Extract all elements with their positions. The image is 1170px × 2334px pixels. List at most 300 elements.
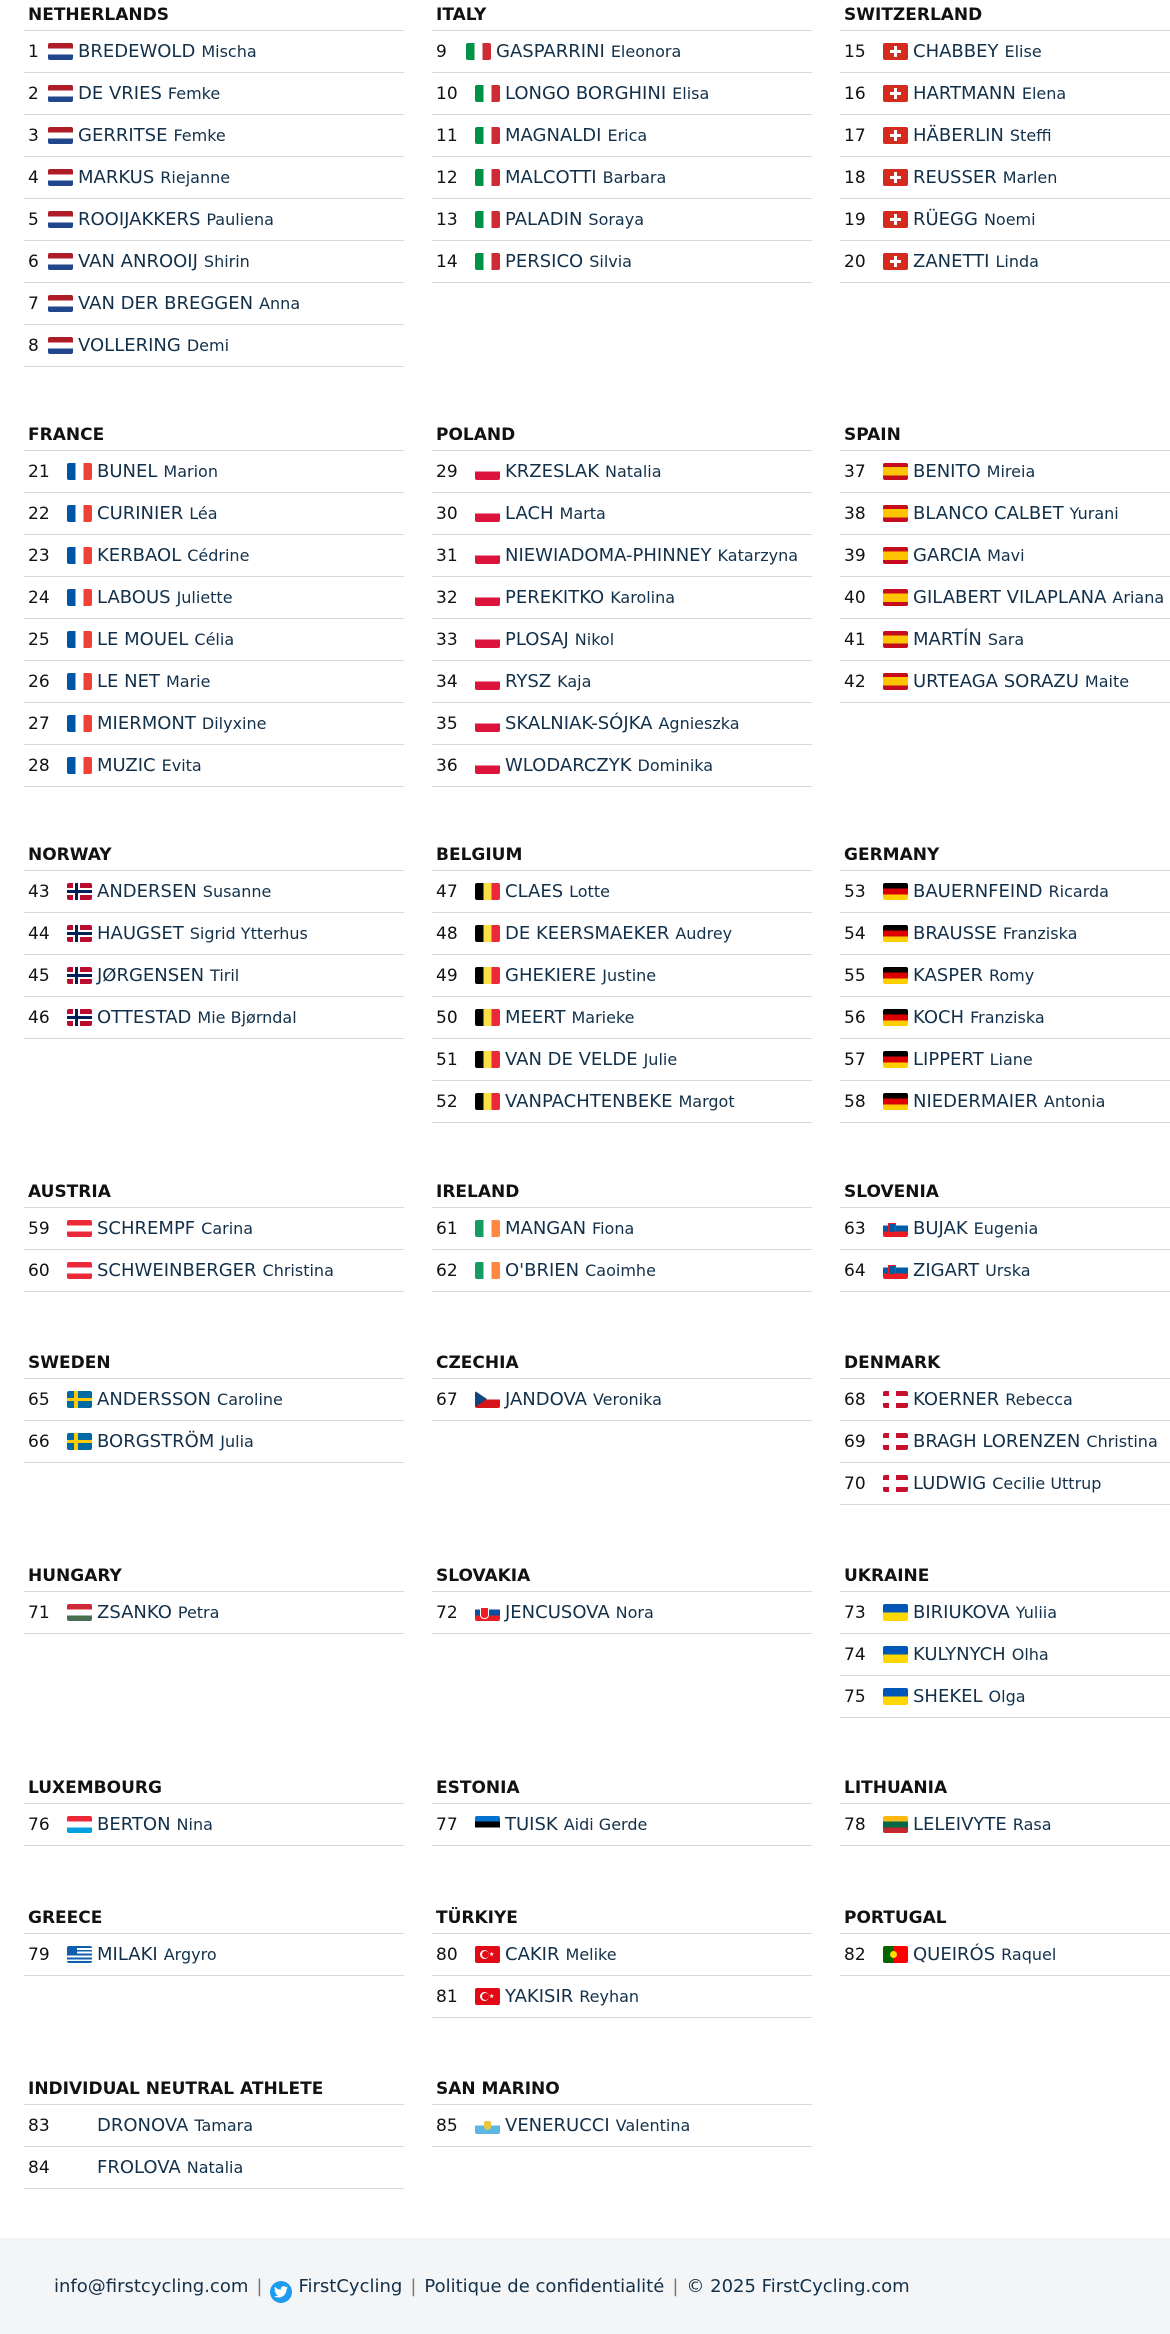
rider-firstname: Julia xyxy=(220,1432,254,1451)
rider-surname-link[interactable]: VANPACHTENBEKE xyxy=(505,1091,673,1112)
country-group-slovenia xyxy=(840,1177,1170,1292)
rider-surname-link[interactable]: SCHREMPF xyxy=(97,1218,196,1239)
bib-number: 54 xyxy=(844,923,866,944)
rider-surname-link[interactable]: SHEKEL xyxy=(913,1686,983,1707)
rider-row[interactable] xyxy=(840,1676,1170,1718)
flag-no-icon xyxy=(67,883,92,900)
bib-number: 62 xyxy=(436,1260,458,1281)
rider-row[interactable] xyxy=(840,1463,1170,1505)
flag-fr-icon xyxy=(67,757,92,774)
rider-row[interactable] xyxy=(840,493,1170,535)
rider-row[interactable] xyxy=(432,493,812,535)
rider-row[interactable] xyxy=(432,199,812,241)
bib-number: 27 xyxy=(28,713,50,734)
rider-surname-link[interactable]: GERRITSE xyxy=(78,125,168,146)
rider-surname-link[interactable]: JENCUSOVA xyxy=(505,1602,610,1623)
flag-nl-icon xyxy=(48,337,73,354)
bib-number: 31 xyxy=(436,545,458,566)
bib-number: 75 xyxy=(844,1686,866,1707)
rider-surname-link[interactable]: BUJAK xyxy=(913,1218,968,1239)
rider-surname-link[interactable]: URTEAGA SORAZU xyxy=(913,671,1079,692)
flag-nl-icon xyxy=(48,169,73,186)
country-heading: DENMARK xyxy=(840,1348,1170,1379)
rider-row[interactable] xyxy=(24,2147,404,2189)
flag-be-icon xyxy=(475,1009,500,1026)
rider-surname-link[interactable]: KOERNER xyxy=(913,1389,1000,1410)
rider-firstname: Barbara xyxy=(602,168,667,187)
bib-number: 49 xyxy=(436,965,458,986)
bib-number: 8 xyxy=(28,335,39,356)
rider-row[interactable] xyxy=(432,1934,812,1976)
country-heading: SLOVAKIA xyxy=(432,1561,812,1592)
rider-firstname: Eleonora xyxy=(610,42,682,61)
rider-surname-link[interactable]: ANDERSEN xyxy=(97,881,197,902)
bib-number: 43 xyxy=(28,881,50,902)
flag-es-icon xyxy=(883,505,908,522)
rider-firstname: Christina xyxy=(1086,1432,1158,1451)
rider-row[interactable] xyxy=(24,703,404,745)
rider-surname-link[interactable]: LELEIVYTE xyxy=(913,1814,1007,1835)
rider-row[interactable] xyxy=(432,31,812,73)
rider-surname-link[interactable]: LACH xyxy=(505,503,554,524)
rider-row[interactable] xyxy=(24,1421,404,1463)
rider-surname-link[interactable]: GASPARRINI xyxy=(496,41,605,62)
rider-surname-link[interactable]: GARCIA xyxy=(913,545,982,566)
bib-number: 36 xyxy=(436,755,458,776)
rider-row[interactable] xyxy=(432,2105,812,2147)
rider-surname-link[interactable]: HARTMANN xyxy=(913,83,1016,104)
bib-number: 72 xyxy=(436,1602,458,1623)
rider-row[interactable] xyxy=(24,577,404,619)
rider-surname-link[interactable]: FROLOVA xyxy=(97,2157,181,2178)
rider-row[interactable] xyxy=(432,1039,812,1081)
country-group-norway xyxy=(24,840,404,1039)
rider-surname-link[interactable]: PALADIN xyxy=(505,209,583,230)
rider-surname-link[interactable]: PEREKITKO xyxy=(505,587,605,608)
rider-row[interactable] xyxy=(24,619,404,661)
country-heading: HUNGARY xyxy=(24,1561,404,1592)
rider-row[interactable] xyxy=(840,157,1170,199)
rider-surname-link[interactable]: KERBAOL xyxy=(97,545,182,566)
bib-number: 50 xyxy=(436,1007,458,1028)
rider-surname-link[interactable]: LE MOUEL xyxy=(97,629,189,650)
bib-number: 30 xyxy=(436,503,458,524)
country-group-greece xyxy=(24,1903,404,1976)
bib-number: 34 xyxy=(436,671,458,692)
rider-row[interactable] xyxy=(24,535,404,577)
rider-surname-link[interactable]: SCHWEINBERGER xyxy=(97,1260,257,1281)
rider-row[interactable] xyxy=(432,955,812,997)
rider-surname-link[interactable]: PERSICO xyxy=(505,251,584,272)
rider-row[interactable] xyxy=(24,115,404,157)
bib-number: 51 xyxy=(436,1049,458,1070)
flag-es-icon xyxy=(883,631,908,648)
rider-surname-link[interactable]: CHABBEY xyxy=(913,41,999,62)
rider-row[interactable] xyxy=(24,871,404,913)
rider-surname-link[interactable]: BUNEL xyxy=(97,461,158,482)
rider-surname-link[interactable]: BIRIUKOVA xyxy=(913,1602,1010,1623)
rider-surname-link[interactable]: KASPER xyxy=(913,965,983,986)
rider-row[interactable] xyxy=(432,1379,812,1421)
bib-number: 63 xyxy=(844,1218,866,1239)
rider-surname-link[interactable]: BERTON xyxy=(97,1814,171,1835)
bib-number: 28 xyxy=(28,755,50,776)
rider-surname-link[interactable]: VAN DER BREGGEN xyxy=(78,293,254,314)
country-heading: ESTONIA xyxy=(432,1773,812,1804)
rider-row[interactable] xyxy=(840,1804,1170,1846)
rider-firstname: Veronika xyxy=(592,1390,662,1409)
flag-tr-icon: ★ xyxy=(475,1946,500,1963)
flag-pl-icon xyxy=(475,757,500,774)
rider-row[interactable] xyxy=(432,535,812,577)
rider-row[interactable] xyxy=(840,955,1170,997)
rider-row[interactable] xyxy=(432,913,812,955)
country-group-t-rkiye xyxy=(432,1903,812,2018)
country-group-sweden xyxy=(24,1348,404,1463)
rider-surname-link[interactable]: TUISK xyxy=(505,1814,558,1835)
rider-surname-link[interactable]: HÄBERLIN xyxy=(913,125,1004,146)
rider-firstname: Franziska xyxy=(970,1008,1045,1027)
privacy-policy-link[interactable]: Politique de confidentialité xyxy=(424,2275,665,2297)
flag-be-icon xyxy=(475,1051,500,1068)
rider-row[interactable] xyxy=(432,1976,812,2018)
rider-row[interactable] xyxy=(840,1039,1170,1081)
rider-firstname: Erica xyxy=(607,126,648,145)
flag-ch-icon xyxy=(883,253,908,270)
rider-surname-link[interactable]: JØRGENSEN xyxy=(97,965,205,986)
rider-surname-link[interactable]: BORGSTRÖM xyxy=(97,1431,215,1452)
bib-number: 10 xyxy=(436,83,458,104)
bib-number: 3 xyxy=(28,125,39,146)
rider-row[interactable] xyxy=(24,2105,404,2147)
rider-row[interactable] xyxy=(24,73,404,115)
rider-surname-link[interactable]: WLODARCZYK xyxy=(505,755,632,776)
flag-ua-icon xyxy=(883,1604,908,1621)
rider-row[interactable] xyxy=(432,157,812,199)
rider-row[interactable] xyxy=(24,1934,404,1976)
rider-surname-link[interactable]: ANDERSSON xyxy=(97,1389,212,1410)
rider-row[interactable] xyxy=(24,997,404,1039)
rider-row[interactable] xyxy=(840,115,1170,157)
flag-at-icon xyxy=(67,1262,92,1279)
rider-row[interactable] xyxy=(24,1250,404,1292)
rider-surname-link[interactable]: ZIGART xyxy=(913,1260,980,1281)
rider-surname-link[interactable]: KRZESLAK xyxy=(505,461,599,482)
country-group-switzerland xyxy=(840,0,1170,283)
country-heading: GERMANY xyxy=(840,840,1170,871)
rider-row[interactable] xyxy=(840,241,1170,283)
rider-firstname: Mavi xyxy=(987,546,1025,565)
footer-separator: | xyxy=(410,2275,417,2297)
twitter-link[interactable]: FirstCycling xyxy=(298,2275,403,2297)
rider-firstname: Marie xyxy=(165,672,211,691)
bib-number: 14 xyxy=(436,251,458,272)
rider-surname-link[interactable]: JANDOVA xyxy=(505,1389,587,1410)
rider-surname-link[interactable]: KULYNYCH xyxy=(913,1644,1006,1665)
rider-surname-link[interactable]: DE KEERSMAEKER xyxy=(505,923,670,944)
rider-row[interactable] xyxy=(840,619,1170,661)
bib-number: 60 xyxy=(28,1260,50,1281)
country-heading: SPAIN xyxy=(840,420,1170,451)
flag-fr-icon xyxy=(67,505,92,522)
rider-surname-link[interactable]: VAN ANROOIJ xyxy=(78,251,198,272)
rider-firstname: Lotte xyxy=(569,882,610,901)
country-group-germany xyxy=(840,840,1170,1123)
rider-row[interactable] xyxy=(840,1379,1170,1421)
rider-row[interactable] xyxy=(840,535,1170,577)
country-heading: POLAND xyxy=(432,420,812,451)
rider-surname-link[interactable]: GILABERT VILAPLANA xyxy=(913,587,1107,608)
flag-se-icon xyxy=(67,1391,92,1408)
rider-row[interactable] xyxy=(24,1804,404,1846)
rider-surname-link[interactable]: RYSZ xyxy=(505,671,552,692)
rider-surname-link[interactable]: OTTESTAD xyxy=(97,1007,192,1028)
rider-row[interactable] xyxy=(840,1208,1170,1250)
flag-fr-icon xyxy=(67,463,92,480)
bib-number: 4 xyxy=(28,167,39,188)
rider-surname-link[interactable]: REUSSER xyxy=(913,167,997,188)
country-group-poland xyxy=(432,420,812,787)
rider-row[interactable] xyxy=(432,115,812,157)
rider-surname-link[interactable]: BAUERNFEIND xyxy=(913,881,1043,902)
rider-surname-link[interactable]: VAN DE VELDE xyxy=(505,1049,638,1070)
rider-row[interactable] xyxy=(24,661,404,703)
rider-surname-link[interactable]: BREDEWOLD xyxy=(78,41,196,62)
rider-firstname: Rasa xyxy=(1012,1815,1052,1834)
flag-ie-icon xyxy=(475,1220,500,1237)
bib-number: 15 xyxy=(844,41,866,62)
rider-firstname: Sara xyxy=(987,630,1025,649)
rider-row[interactable] xyxy=(24,1379,404,1421)
rider-surname-link[interactable]: MIERMONT xyxy=(97,713,196,734)
rider-row[interactable] xyxy=(840,1250,1170,1292)
flag-be-icon xyxy=(475,883,500,900)
flag-be-icon xyxy=(475,967,500,984)
rider-row[interactable] xyxy=(840,997,1170,1039)
bib-number: 5 xyxy=(28,209,39,230)
flag-nl-icon xyxy=(48,295,73,312)
rider-surname-link[interactable]: CURINIER xyxy=(97,503,184,524)
rider-surname-link[interactable]: MILAKI xyxy=(97,1944,158,1965)
rider-surname-link[interactable]: CAKIR xyxy=(505,1944,560,1965)
rider-row[interactable] xyxy=(24,1592,404,1634)
rider-surname-link[interactable]: MANGAN xyxy=(505,1218,587,1239)
rider-row[interactable] xyxy=(24,199,404,241)
country-heading: IRELAND xyxy=(432,1177,812,1208)
flag-pt-icon xyxy=(883,1946,908,1963)
rider-surname-link[interactable]: LE NET xyxy=(97,671,160,692)
flag-fr-icon xyxy=(67,631,92,648)
rider-row[interactable] xyxy=(840,1592,1170,1634)
rider-surname-link[interactable]: ZSANKO xyxy=(97,1602,172,1623)
flag-tr-icon: ★ xyxy=(475,1988,500,2005)
flag-lt-icon xyxy=(883,1816,908,1833)
rider-surname-link[interactable]: CLAES xyxy=(505,881,564,902)
footer-separator: | xyxy=(672,2275,679,2297)
bib-number: 48 xyxy=(436,923,458,944)
rider-row[interactable] xyxy=(840,73,1170,115)
country-group-portugal xyxy=(840,1903,1170,1976)
country-group-italy xyxy=(432,0,812,283)
rider-surname-link[interactable]: NIEWIADOMA-PHINNEY xyxy=(505,545,712,566)
rider-row[interactable] xyxy=(840,31,1170,73)
rider-row[interactable] xyxy=(24,157,404,199)
flag-si-icon xyxy=(883,1262,908,1279)
rider-row[interactable] xyxy=(432,241,812,283)
rider-surname-link[interactable]: VENERUCCI xyxy=(505,2115,610,2136)
rider-surname-link[interactable]: ZANETTI xyxy=(913,251,990,272)
bib-number: 1 xyxy=(28,41,39,62)
rider-surname-link[interactable]: LONGO BORGHINI xyxy=(505,83,667,104)
rider-firstname: Femke xyxy=(173,126,226,145)
rider-surname-link[interactable]: YAKISIR xyxy=(505,1986,574,2007)
rider-surname-link[interactable]: QUEIRÓS xyxy=(913,1944,996,1965)
bib-number: 35 xyxy=(436,713,458,734)
flag-ua-icon xyxy=(883,1646,908,1663)
rider-surname-link[interactable]: LIPPERT xyxy=(913,1049,984,1070)
rider-row[interactable] xyxy=(840,1634,1170,1676)
country-heading: SLOVENIA xyxy=(840,1177,1170,1208)
rider-surname-link[interactable]: PLOSAJ xyxy=(505,629,569,650)
rider-row[interactable] xyxy=(24,283,404,325)
twitter-icon[interactable] xyxy=(270,2281,292,2303)
flag-ie-icon xyxy=(475,1262,500,1279)
rider-firstname: Elisa xyxy=(672,84,710,103)
rider-row[interactable] xyxy=(432,577,812,619)
rider-row[interactable] xyxy=(432,1592,812,1634)
rider-row[interactable] xyxy=(840,199,1170,241)
rider-surname-link[interactable]: KOCH xyxy=(913,1007,965,1028)
flag-de-icon xyxy=(883,925,908,942)
rider-row[interactable] xyxy=(24,325,404,367)
rider-row[interactable] xyxy=(432,1208,812,1250)
bib-number: 57 xyxy=(844,1049,866,1070)
rider-row[interactable] xyxy=(840,1081,1170,1123)
rider-row[interactable] xyxy=(840,871,1170,913)
rider-surname-link[interactable]: DE VRIES xyxy=(78,83,162,104)
rider-row[interactable] xyxy=(432,619,812,661)
rider-surname-link[interactable]: MUZIC xyxy=(97,755,156,776)
rider-row[interactable] xyxy=(432,1250,812,1292)
rider-row[interactable] xyxy=(840,451,1170,493)
rider-row[interactable] xyxy=(432,451,812,493)
rider-row[interactable] xyxy=(432,745,812,787)
rider-surname-link[interactable]: BLANCO CALBET xyxy=(913,503,1064,524)
rider-surname-link[interactable]: RÜEGG xyxy=(913,209,978,230)
rider-surname-link[interactable]: BRAGH LORENZEN xyxy=(913,1431,1081,1452)
rider-firstname: Audrey xyxy=(675,924,733,943)
rider-row[interactable] xyxy=(840,1934,1170,1976)
rider-firstname: Sigrid Ytterhus xyxy=(189,924,308,943)
rider-row[interactable] xyxy=(432,73,812,115)
country-group-estonia xyxy=(432,1773,812,1846)
rider-surname-link[interactable]: LUDWIG xyxy=(913,1473,987,1494)
rider-surname-link[interactable]: MEERT xyxy=(505,1007,566,1028)
rider-row[interactable] xyxy=(24,451,404,493)
rider-firstname: Natalia xyxy=(605,462,662,481)
flag-dk-icon xyxy=(883,1475,908,1492)
bib-number: 9 xyxy=(436,41,447,62)
rider-firstname: Rebecca xyxy=(1005,1390,1073,1409)
rider-surname-link[interactable]: GHEKIERE xyxy=(505,965,597,986)
country-group-san-marino xyxy=(432,2074,812,2147)
rider-firstname: Marlen xyxy=(1002,168,1058,187)
flag-ch-icon xyxy=(883,127,908,144)
rider-row[interactable] xyxy=(24,241,404,283)
rider-row[interactable] xyxy=(432,703,812,745)
rider-row[interactable] xyxy=(432,661,812,703)
rider-row[interactable] xyxy=(24,913,404,955)
rider-surname-link[interactable]: HAUGSET xyxy=(97,923,184,944)
rider-surname-link[interactable]: LABOUS xyxy=(97,587,171,608)
flag-it-icon xyxy=(475,169,500,186)
country-heading: SWITZERLAND xyxy=(840,0,1170,31)
country-group-ukraine xyxy=(840,1561,1170,1718)
flag-de-icon xyxy=(883,1093,908,1110)
bib-number: 6 xyxy=(28,251,39,272)
rider-row[interactable] xyxy=(24,745,404,787)
rider-row[interactable] xyxy=(24,955,404,997)
flag-pl-icon xyxy=(475,463,500,480)
rider-row[interactable] xyxy=(432,997,812,1039)
rider-surname-link[interactable]: DRONOVA xyxy=(97,2115,189,2136)
country-heading: ITALY xyxy=(432,0,812,31)
rider-surname-link[interactable]: BRAUSSE xyxy=(913,923,997,944)
rider-surname-link[interactable]: MARKUS xyxy=(78,167,155,188)
rider-surname-link[interactable]: VOLLERING xyxy=(78,335,181,356)
rider-surname-link[interactable]: SKALNIAK-SÓJKA xyxy=(505,713,653,734)
rider-row[interactable] xyxy=(24,493,404,535)
rider-firstname: Linda xyxy=(995,252,1039,271)
rider-surname-link[interactable]: MARTÍN xyxy=(913,629,982,650)
bib-number: 82 xyxy=(844,1944,866,1965)
flag-pl-icon xyxy=(475,547,500,564)
rider-surname-link[interactable]: BENITO xyxy=(913,461,981,482)
rider-surname-link[interactable]: MALCOTTI xyxy=(505,167,597,188)
rider-firstname: Olha xyxy=(1011,1645,1049,1664)
bib-number: 38 xyxy=(844,503,866,524)
bib-number: 21 xyxy=(28,461,50,482)
bib-number: 26 xyxy=(28,671,50,692)
rider-surname-link[interactable]: NIEDERMAIER xyxy=(913,1091,1038,1112)
rider-surname-link[interactable]: MAGNALDI xyxy=(505,125,602,146)
bib-number: 55 xyxy=(844,965,866,986)
rider-firstname: Christina xyxy=(262,1261,334,1280)
rider-row[interactable] xyxy=(840,661,1170,703)
bib-number: 13 xyxy=(436,209,458,230)
rider-row[interactable] xyxy=(432,1804,812,1846)
flag-es-icon xyxy=(883,547,908,564)
bib-number: 18 xyxy=(844,167,866,188)
flag-es-icon xyxy=(883,463,908,480)
rider-row[interactable] xyxy=(432,871,812,913)
rider-firstname: Antonia xyxy=(1043,1092,1106,1111)
rider-surname-link[interactable]: ROOIJAKKERS xyxy=(78,209,201,230)
rider-row[interactable] xyxy=(24,31,404,73)
contact-email-link[interactable]: info@firstcycling.com xyxy=(54,2275,249,2297)
bib-number: 12 xyxy=(436,167,458,188)
flag-pl-icon xyxy=(475,589,500,606)
rider-row[interactable] xyxy=(24,1208,404,1250)
rider-surname-link[interactable]: O'BRIEN xyxy=(505,1260,580,1281)
rider-row[interactable] xyxy=(432,1081,812,1123)
rider-row[interactable] xyxy=(840,913,1170,955)
bib-number: 11 xyxy=(436,125,458,146)
rider-firstname: Urska xyxy=(985,1261,1031,1280)
rider-row[interactable] xyxy=(840,1421,1170,1463)
rider-row[interactable] xyxy=(840,577,1170,619)
rider-firstname: Mireia xyxy=(986,462,1036,481)
